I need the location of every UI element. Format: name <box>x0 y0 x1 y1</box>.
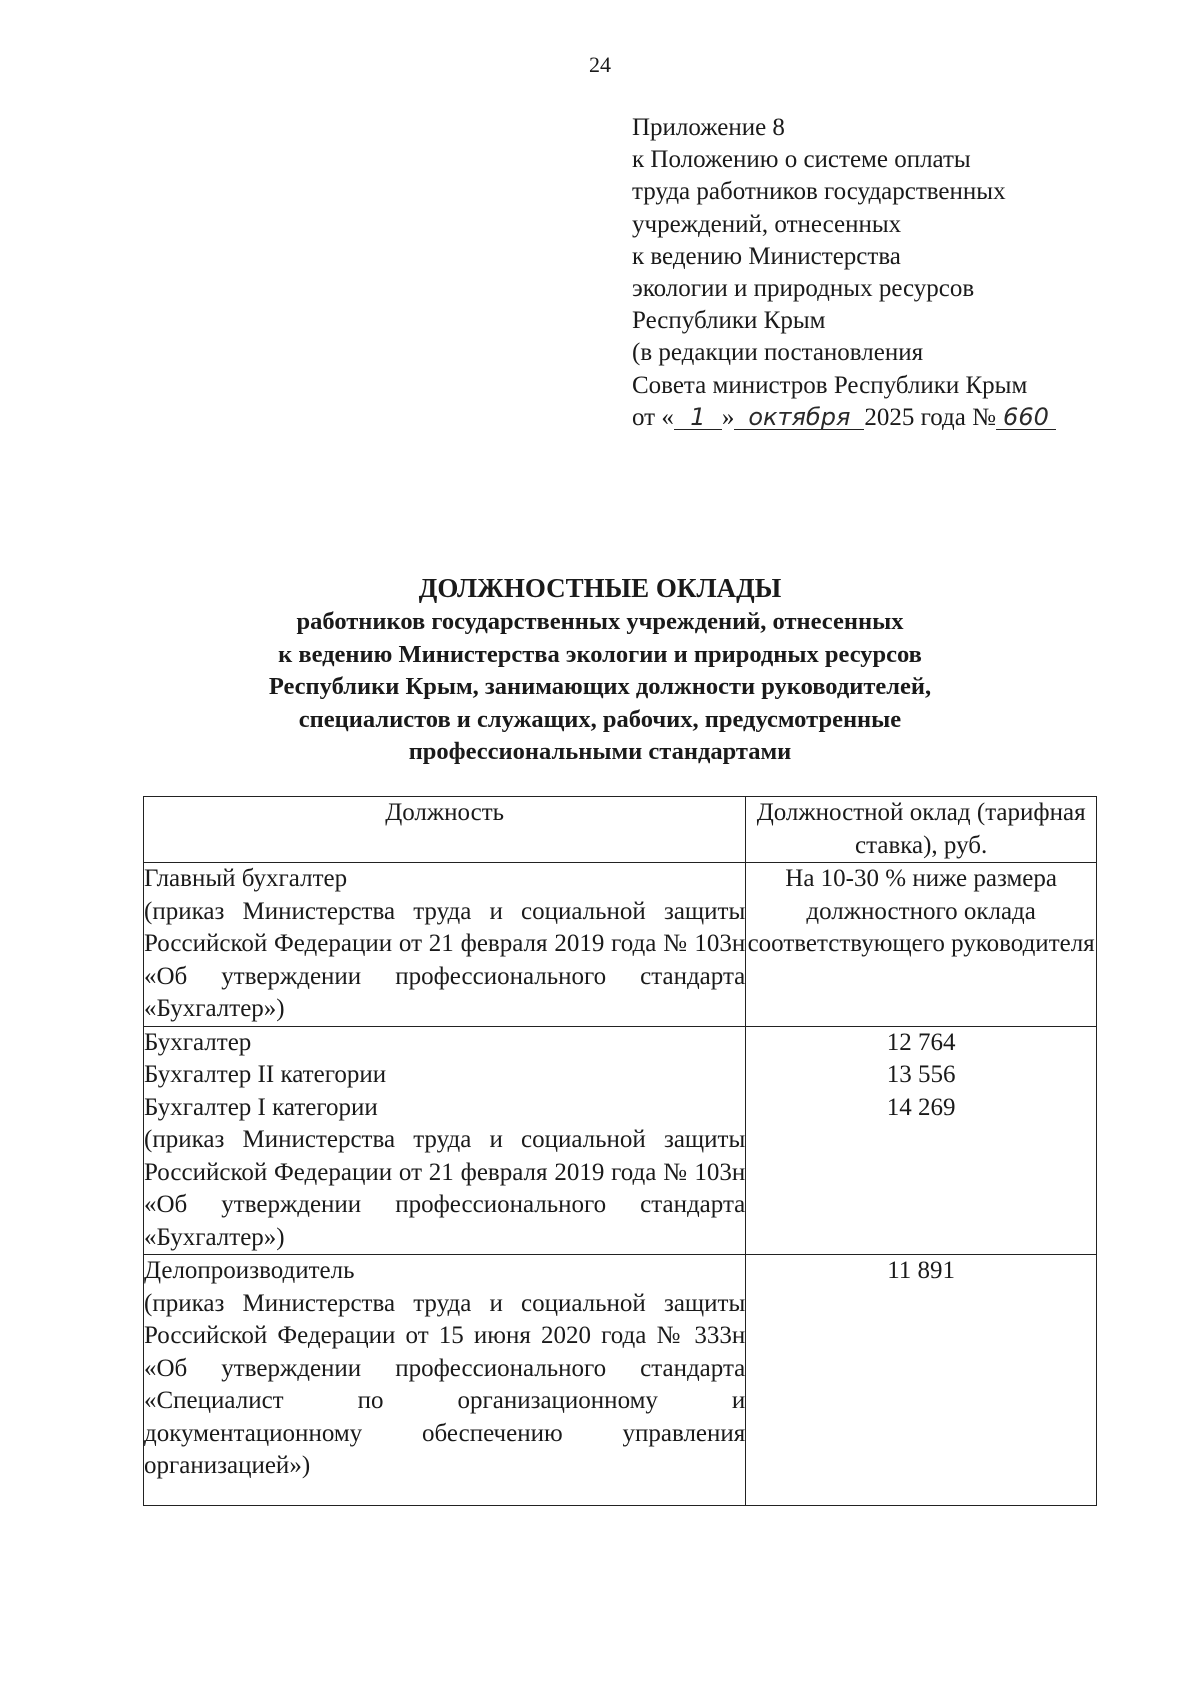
position-cell <box>144 863 746 1027</box>
table-row <box>144 1255 1097 1506</box>
salary-value: 14 269 <box>886 1093 956 1121</box>
page-number: 24 <box>589 52 611 77</box>
position-name: Бухгалтер I категории <box>144 1093 378 1121</box>
position-name: Бухгалтер II категории <box>144 1061 387 1088</box>
handwritten-day: 1 <box>674 405 722 430</box>
table-row <box>144 1026 1097 1255</box>
position-cell <box>144 1255 746 1506</box>
appendix-line: труда работников государственных <box>632 178 1006 206</box>
appendix-line: Республики Крым <box>632 307 826 335</box>
document-subtitle <box>140 606 1060 769</box>
subtitle-line: работников государственных учреждений, отнесенных <box>296 608 904 635</box>
header-position: Должность <box>144 797 746 863</box>
appendix-block <box>632 112 1056 434</box>
position-name: Бухгалтер <box>144 1028 252 1056</box>
position-reference: (приказ Министерства труда и социальной защиты Российской Федерации от 15 июня 2020 года № 333н «Об утверждении профессионального стандарта «Специалист по организационному и документационному обеспечению управления организацией») <box>144 1289 746 1479</box>
salary-table <box>143 796 1097 1506</box>
salary-value: 11 891 <box>887 1257 956 1284</box>
salary-cell <box>746 1255 1097 1506</box>
salary-value: 12 764 <box>886 1028 956 1056</box>
appendix-line: экологии и природных ресурсов <box>632 275 975 303</box>
subtitle-line: Республики Крым, занимающих должности руководителей, <box>268 673 932 700</box>
salary-value: 13 556 <box>886 1061 956 1088</box>
handwritten-number: 660 <box>996 405 1056 430</box>
appendix-line: Приложение 8 <box>632 114 785 141</box>
salary-cell <box>746 1026 1097 1255</box>
salary-cell <box>746 863 1097 1027</box>
table-row <box>144 863 1097 1027</box>
subtitle-line: профессиональными стандартами <box>408 738 792 765</box>
subtitle-line: к ведению Министерства экологии и природных ресурсов <box>278 640 922 668</box>
date-prefix: от « <box>632 403 674 431</box>
document-title: ДОЛЖНОСТНЫЕ ОКЛАДЫ <box>418 573 782 603</box>
date-mid: » <box>721 403 735 431</box>
position-cell <box>144 1026 746 1255</box>
handwritten-month: октября <box>734 405 864 430</box>
document-title-block <box>140 570 1060 769</box>
appendix-line: (в редакции постановления <box>632 339 924 367</box>
position-name: Делопроизводитель <box>144 1257 355 1284</box>
appendix-line: к ведению Министерства <box>632 242 901 270</box>
appendix-line: к Положению о системе оплаты <box>632 146 971 174</box>
position-reference: (приказ Министерства труда и социальной защиты Российской Федерации от 21 февраля 2019 года № 103н «Об утверждении профессионального стандарта «Бухгалтер») <box>144 1126 746 1251</box>
subtitle-line: специалистов и служащих, рабочих, предусмотренные <box>298 705 902 733</box>
appendix-date-line <box>632 402 1056 434</box>
position-name: Главный бухгалтер <box>144 865 348 892</box>
appendix-line: Совета министров Республики Крым <box>632 371 1028 399</box>
position-reference: (приказ Министерства труда и социальной защиты Российской Федерации от 21 февраля 2019 года № 103н «Об утверждении профессионального стандарта «Бухгалтер») <box>144 897 746 1022</box>
appendix-line: учреждений, отнесенных <box>632 210 902 238</box>
header-salary: Должностной оклад (тарифная ставка), руб. <box>746 797 1097 863</box>
salary-value: На 10-30 % ниже размера должностного оклада соответствующего руководителя <box>747 865 1095 957</box>
date-year: 2025 года № <box>864 403 996 431</box>
table-header-row <box>144 797 1097 863</box>
